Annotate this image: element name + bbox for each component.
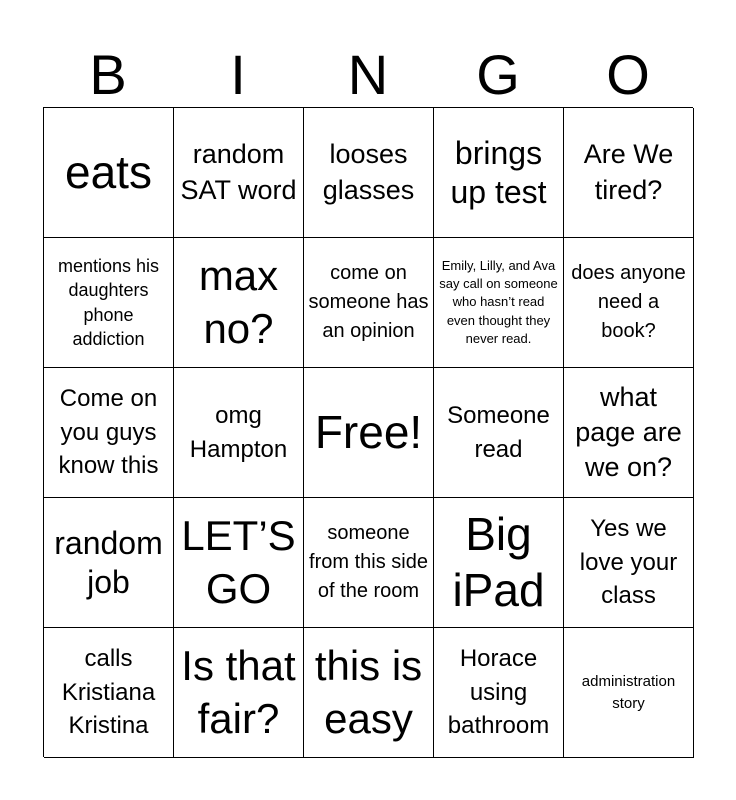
bingo-cell[interactable]: [174, 238, 304, 368]
bingo-cell[interactable]: [564, 498, 694, 628]
header-letter-g: G: [476, 43, 520, 106]
header-letter-b: B: [89, 43, 127, 106]
cell-text: Yes we love your class: [579, 515, 678, 610]
bingo-cell[interactable]: [44, 238, 174, 368]
cell-text: this is easy: [314, 642, 423, 742]
cell-text: random job: [54, 525, 163, 600]
bingo-cell[interactable]: [434, 108, 564, 238]
cell-text: random SAT word: [180, 139, 297, 205]
header-letter-o: O: [606, 43, 650, 106]
bingo-cell[interactable]: [44, 628, 174, 758]
bingo-cell free-space[interactable]: [304, 368, 434, 498]
cell-text: omg Hampton: [189, 401, 288, 463]
cell-text: max no?: [198, 252, 279, 352]
bingo-cell[interactable]: [564, 628, 694, 758]
bingo-cell[interactable]: [434, 238, 564, 368]
cell-text: Horace using bathroom: [447, 645, 550, 740]
bingo-cell[interactable]: [434, 368, 564, 498]
cell-text: Are We tired?: [583, 139, 674, 205]
cell-text: Emily, Lilly, and Ava say call on someone who hasn’t read even thought they never read.: [439, 258, 558, 346]
bingo-cell[interactable]: [174, 628, 304, 758]
cell-text: mentions his daughters phone addiction: [57, 255, 160, 349]
bingo-cell[interactable]: [304, 628, 434, 758]
cell-text: Is that fair?: [181, 642, 296, 742]
cell-text: come on someone has an opinion: [308, 262, 429, 342]
cell-text: brings up test: [450, 135, 547, 210]
cell-text: Big iPad: [452, 508, 545, 616]
bingo-cell[interactable]: [434, 498, 564, 628]
cell-text: LET’S GO: [181, 512, 296, 612]
cell-text: someone from this side of the room: [309, 522, 428, 602]
bingo-cell[interactable]: [564, 368, 694, 498]
bingo-cell[interactable]: [44, 108, 174, 238]
cell-text: looses glasses: [322, 139, 415, 205]
cell-text: administration story: [581, 672, 676, 712]
bingo-cell[interactable]: [304, 498, 434, 628]
cell-text: Come on you guys know this: [58, 385, 159, 480]
cell-text: does anyone need a book?: [571, 262, 686, 342]
cell-text: calls Kristiana Kristina: [61, 645, 156, 740]
header-letter-i: I: [230, 43, 246, 106]
cell-text: eats: [65, 145, 152, 198]
bingo-cell[interactable]: [174, 108, 304, 238]
bingo-cell[interactable]: [434, 628, 564, 758]
bingo-cell[interactable]: [44, 498, 174, 628]
bingo-cell[interactable]: [44, 368, 174, 498]
bingo-grid: [43, 107, 693, 757]
bingo-header: [43, 44, 693, 106]
bingo-cell[interactable]: [174, 368, 304, 498]
bingo-cell[interactable]: [304, 108, 434, 238]
cell-text: Free!: [314, 405, 423, 458]
bingo-cell[interactable]: [564, 238, 694, 368]
header-letter-n: N: [347, 43, 389, 106]
cell-text: Someone read: [447, 401, 550, 463]
bingo-cell[interactable]: [174, 498, 304, 628]
cell-text: what page are we on?: [575, 381, 682, 483]
bingo-cell[interactable]: [564, 108, 694, 238]
bingo-cell[interactable]: [304, 238, 434, 368]
